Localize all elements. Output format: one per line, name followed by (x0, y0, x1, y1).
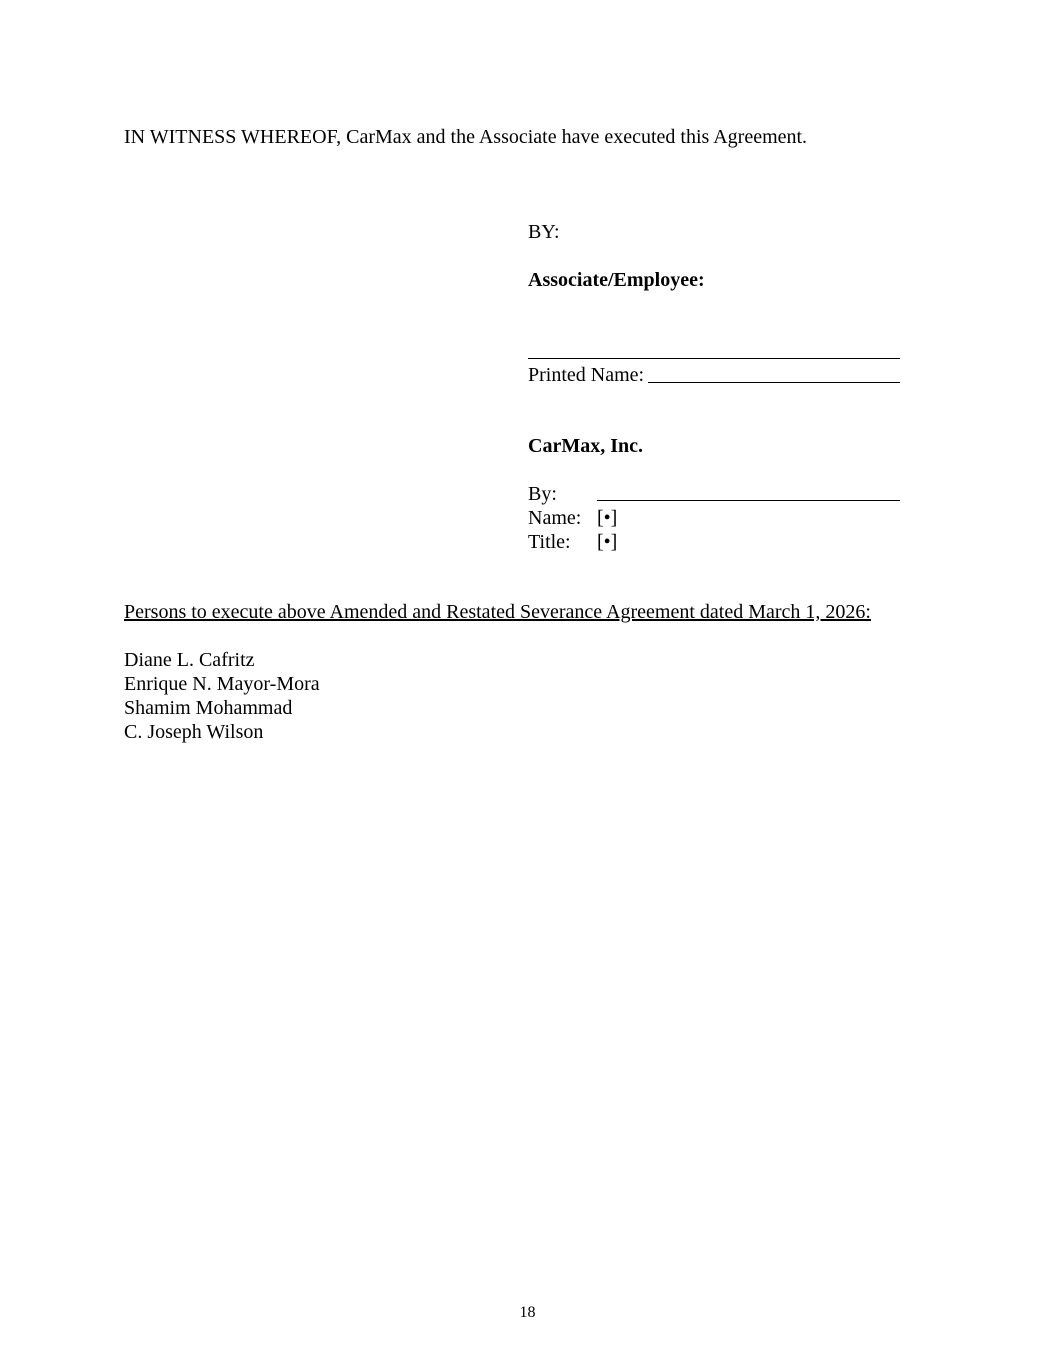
company-by-label: By: (528, 483, 557, 505)
page-number: 18 (519, 1304, 536, 1321)
title-value: [•] (597, 531, 618, 553)
company-signature-line (597, 500, 900, 501)
list-item: C. Joseph Wilson (124, 721, 264, 743)
list-item: Diane L. Cafritz (124, 649, 255, 671)
list-item: Shamim Mohammad (124, 697, 293, 719)
name-label: Name: (528, 507, 582, 529)
by-label: BY: (528, 221, 560, 243)
associate-signature-line (528, 358, 900, 359)
witness-statement: IN WITNESS WHEREOF, CarMax and the Associate have executed this Agreement. (124, 126, 808, 148)
title-label: Title: (528, 531, 571, 553)
company-heading: CarMax, Inc. (528, 435, 643, 457)
persons-heading: Persons to execute above Amended and Restated Severance Agreement dated March 1, 2026: (124, 601, 871, 623)
printed-name-line (648, 382, 900, 383)
printed-name-label: Printed Name: (528, 364, 645, 386)
name-value: [•] (597, 507, 618, 529)
list-item: Enrique N. Mayor-Mora (124, 673, 320, 695)
associate-heading: Associate/Employee: (528, 269, 705, 291)
